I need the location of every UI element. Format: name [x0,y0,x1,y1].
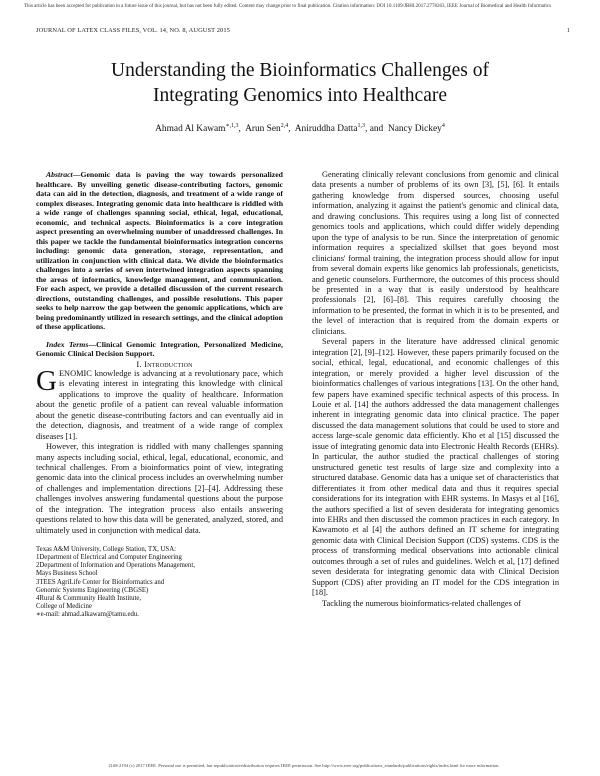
footnote-line: 3TEES AgriLife Center for Bioinformatics and [36,578,165,586]
title-line-1: Understanding the Bioinformatics Challenges of [110,60,489,81]
body-paragraph-1: Generating clinically relevant conclusions from genomic and clinical data presents a number of problems of its own [3], [5], [6]. It entails gathering knowledge from dispersed sources, choosing useful information, analyzing it against the patient's genomic and clinical data, and drawing conclusions. This requires using a long list of connected genomics tools and applications, which could differ widely depending upon the type of analysis to be run. Since the interpretation of genomic information requires a specialized skillset that goes beyond most clinicians' formal training, the integration process should allow for input from several domain experts like genomics lab professionals, geneticists, and genetic counselors. Furthermore, the outcomes of this process should be presented in a way that is easily understood by healthcare professionals [2], [6]–[8]. This requires carefully choosing the information to be presented, the format in which it is to be presented, and the level of interaction that is required from the domain experts or clinicians. [312,170,559,336]
page-number: 1 [566,27,570,34]
author-3: Aniruddha Datta [294,124,358,135]
author-2: Arun Sen [245,124,281,135]
abstract [36,170,283,332]
footnote-line: Genomic Systems Engineering (CBGSE) [36,586,149,594]
running-head-text: JOURNAL OF LATEX CLASS FILES, VOL. 14, NO. 8, AUGUST 2015 [36,27,230,34]
index-terms-label: Index Terms [46,339,89,349]
author-4: Nancy Dickey [387,124,442,135]
author-3-affil: 1,3 [357,123,366,129]
intro-paragraph-1 [36,364,283,442]
body-paragraph-3: Tackling the numerous bioinformatics-related challenges of [322,598,521,608]
running-head [36,27,570,34]
footnote-line: 2Department of Information and Operations Management, [36,562,195,570]
left-column [36,170,283,619]
body-paragraph-2: Several papers in the literature have addressed clinical genomic integration [2], [9]–[12]. However, these papers primarily focused on the social, ethical, legal, educational, and economic challenges of this integration, or merely provided a higher level discussion of the bioinformatics challenges of various integrations [13]. On the other hand, few papers have examined specific technical aspects of this process. In Louie et al. [14] the authors addressed the data management challenges inherent in integrating genomic data into clinical practice. The paper discussed the data management solutions that could be used to store and access large-scale genomic data efficiently. Kho et al [15] discussed the issue of integrating genomic data into Electronic Health Records (EHRs). In particular, the author studied the practical challenges of storing unstructured genetic test results of large size and complexity into a structured database. Genomic data has a unique set of characteristics that differentiates it from other medical data and thus it requires special considerations for its integration with EHR systems. In Masys et al [16], the authors specified a list of seven desiderata for integrating genomics into EHRs and then discussed the common practices in each category. In Kawamoto et al [4] the authors defined an IT scheme for integrating genomic data with Clinical Decision Support (CDS) systems. CDS is the process of transforming medical observations into actionable clinical outcomes through a set of rules and guidelines. Welch et al, [17] defined seven desiderata for integrating genomic data with Clinical Decision Support (CDS) after providing an IT model for the CDS integration in [18]. [312,337,559,598]
affiliation-footnotes [36,546,283,619]
footnote-line: College of Medicine [36,602,92,610]
author-list: Ahmad Al Kawam$^{∗,1,3}$, Arun Sen$^{2,4}$, Aniruddha Datta$^{1,3}$, and Nancy Dickey$^4$ [155,123,445,135]
intro-paragraph-2: However, this integration is riddled with many challenges spanning many aspects including social, ethical, legal, educational, economic, and technical challenges. From a bioinformatics point of view, integrating genomic data into the clinical process includes an overwhelming number of challenges and implementation directions [2]–[4]. Addressing these challenges involves answering fundamental questions about the purpose of the integration. The integration process also entails answering questions related to how this data will be generated, analyzed, stored, and ultimately used in conjunction with medical data. [36,442,283,535]
index-terms [36,340,283,359]
intro-paragraph-1-text: ENOMIC knowledge is advancing at a revolutionary pace, which is elevating interest in integrating this knowledge with clinical applications to improve the quality of healthcare. Information about the genetic profile of a patient can reveal valuable information about the genetic disease-contributing factors and can eventually aid in the detection, diagnosis, and treatment of a wide range of complex diseases [1]. [36,368,283,441]
author-1: Ahmad Al Kawam [155,124,226,135]
author-1-affil: ∗,1,3 [225,123,239,129]
section-heading-introduction: I. Introduction [136,358,193,369]
author-4-affil: 4 [441,123,445,129]
publication-banner: This article has been accepted for publication in a future issue of this journal, but has not been fully edited. Content may change prior to final publication. Citation information: DOI 10.1109/JBHI.2017.2778263, IEEE Journal of Biomedical and Health Informatics [24,4,551,9]
footnote-line: 1Department of Electrical and Computer Engineering [36,554,182,562]
abstract-text: —Genomic data is paving the way towards personalized healthcare. By unveiling genetic disease-contributing factors, genomic data can aid in the detection, diagnosis, and treatment of a wide range of complex diseases. Integrating genomic data into healthcare is riddled with a wide range of challenges spanning social, ethical, legal, educational, economic, and technical aspects. Bioinformatics is a core integration aspect presenting an overwhelming number of unaddressed challenges. In this paper we tackle the fundamental bioinformatics integration concerns including: genomic data generation, storage, representation, and utilization in conjunction with clinical data. We divide the bioinformatics challenges into a series of seven intertwined integration aspects spanning the areas of informatics, knowledge management, and communication. For each aspect, we provide a detailed discussion of the current research directions, outstanding challenges, and possible resolutions. This paper seeks to help narrow the gap between the genomic applications, which are being predominantly utilized in research settings, and the clinical adoption of these applications. [36,170,283,331]
author-2-affil: 2,4 [280,123,289,129]
index-terms-text: —Clinical Genomic Integration, Personalized Medicine, Genomic Clinical Decision Support. [36,339,283,358]
title-line-2: Integrating Genomics into Healthcare [152,85,447,106]
footnote-email: ∗e-mail: ahmad.alkawam@tamu.edu. [36,610,139,618]
drop-cap: G [36,364,57,397]
copyright-footer: 2168-2194 (c) 2017 IEEE. Personal use is permitted, but republication/redistribution requires IEEE permission. See http://www.ieee.org/publications_standards/publications/rights/index.html for more information. [108,763,500,768]
footnote-line: 4Rural & Community Health Institute, [36,594,142,602]
footnote-line: Mays Business School [36,570,98,578]
abstract-label: Abstract [46,170,73,179]
paper-title [40,58,560,108]
right-column [312,170,559,609]
footnote-line: Texas A&M University, College Station, TX, USA: [36,546,176,554]
